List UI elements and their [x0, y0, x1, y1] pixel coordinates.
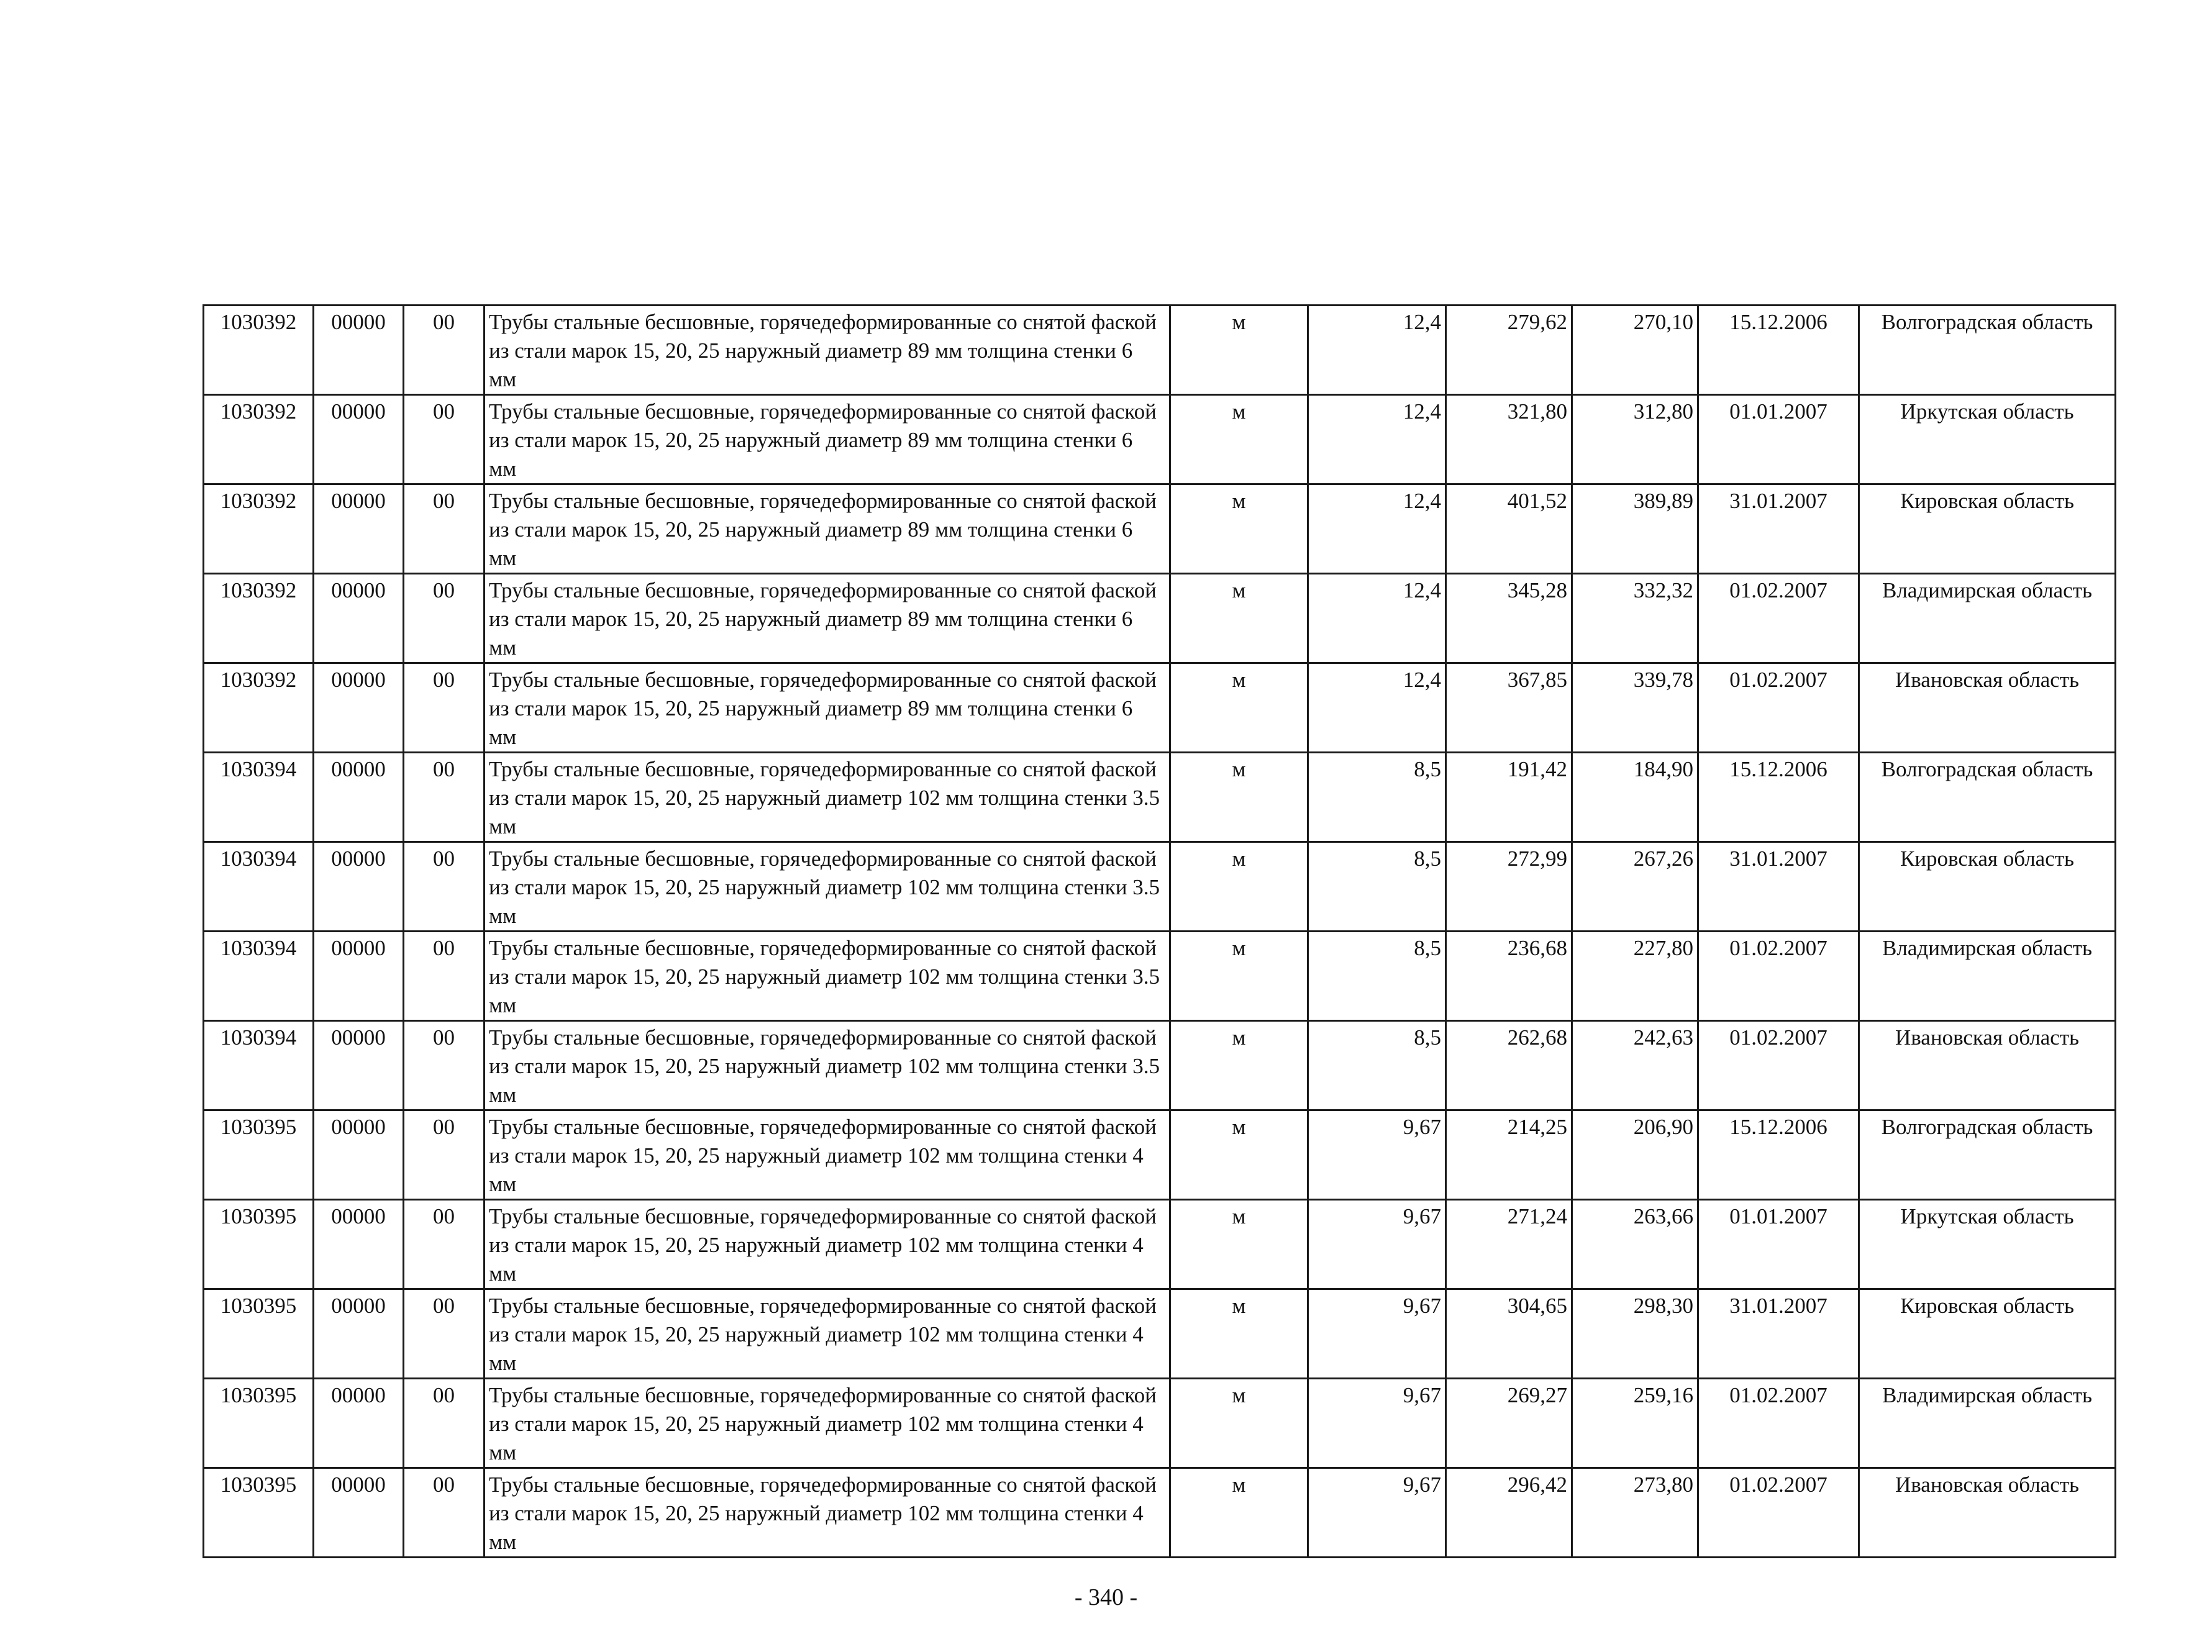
date-cell: 31.01.2007	[1698, 842, 1859, 932]
unit-cell: м	[1170, 932, 1308, 1021]
weight-cell: 12,4	[1308, 395, 1446, 484]
unit-cell: м	[1170, 395, 1308, 484]
item-code-cell: 1030394	[204, 932, 314, 1021]
price-cell: 332,32	[1572, 574, 1698, 663]
item-code-cell: 1030395	[204, 1200, 314, 1289]
price-cell: 236,68	[1446, 932, 1572, 1021]
description-cell: Трубы стальные бесшовные, горячедеформированные со снятой фаской из стали марок 15, 20, 25 наружный диаметр 102 мм толщина стенки 4 мм	[485, 1379, 1170, 1468]
description-cell: Трубы стальные бесшовные, горячедеформированные со снятой фаской из стали марок 15, 20, 25 наружный диаметр 89 мм толщина стенки 6 мм	[485, 574, 1170, 663]
price-cell: 298,30	[1572, 1289, 1698, 1379]
weight-cell: 12,4	[1308, 306, 1446, 395]
price-cell: 401,52	[1446, 484, 1572, 574]
sub-code-cell: 00000	[314, 932, 404, 1021]
variant-code-cell: 00	[404, 395, 485, 484]
weight-cell: 8,5	[1308, 1021, 1446, 1110]
unit-cell: м	[1170, 1379, 1308, 1468]
item-code-cell: 1030395	[204, 1289, 314, 1379]
sub-code-cell: 00000	[314, 1289, 404, 1379]
variant-code-cell: 00	[404, 1110, 485, 1200]
date-cell: 01.02.2007	[1698, 932, 1859, 1021]
variant-code-cell: 00	[404, 1021, 485, 1110]
unit-cell: м	[1170, 484, 1308, 574]
price-cell: 272,99	[1446, 842, 1572, 932]
date-cell: 01.02.2007	[1698, 1379, 1859, 1468]
price-cell: 279,62	[1446, 306, 1572, 395]
weight-cell: 12,4	[1308, 574, 1446, 663]
item-code-cell: 1030394	[204, 842, 314, 932]
item-code-cell: 1030392	[204, 574, 314, 663]
unit-cell: м	[1170, 842, 1308, 932]
table-row	[204, 753, 2116, 842]
variant-code-cell: 00	[404, 306, 485, 395]
date-cell: 31.01.2007	[1698, 1289, 1859, 1379]
variant-code-cell: 00	[404, 1379, 485, 1468]
price-cell: 367,85	[1446, 663, 1572, 753]
sub-code-cell: 00000	[314, 842, 404, 932]
region-cell: Волгоградская область	[1859, 306, 2116, 395]
item-code-cell: 1030395	[204, 1379, 314, 1468]
price-cell: 259,16	[1572, 1379, 1698, 1468]
sub-code-cell: 00000	[314, 395, 404, 484]
unit-cell: м	[1170, 1021, 1308, 1110]
region-cell: Владимирская область	[1859, 574, 2116, 663]
item-code-cell: 1030395	[204, 1468, 314, 1558]
weight-cell: 8,5	[1308, 932, 1446, 1021]
price-cell: 271,24	[1446, 1200, 1572, 1289]
date-cell: 01.02.2007	[1698, 663, 1859, 753]
item-code-cell: 1030394	[204, 1021, 314, 1110]
description-cell: Трубы стальные бесшовные, горячедеформированные со снятой фаской из стали марок 15, 20, 25 наружный диаметр 89 мм толщина стенки 6 мм	[485, 484, 1170, 574]
unit-cell: м	[1170, 753, 1308, 842]
price-cell: 267,26	[1572, 842, 1698, 932]
sub-code-cell: 00000	[314, 753, 404, 842]
price-table	[203, 304, 2116, 1558]
price-cell: 273,80	[1572, 1468, 1698, 1558]
price-cell: 206,90	[1572, 1110, 1698, 1200]
variant-code-cell: 00	[404, 574, 485, 663]
description-cell: Трубы стальные бесшовные, горячедеформированные со снятой фаской из стали марок 15, 20, 25 наружный диаметр 89 мм толщина стенки 6 мм	[485, 306, 1170, 395]
region-cell: Кировская область	[1859, 1289, 2116, 1379]
price-cell: 214,25	[1446, 1110, 1572, 1200]
variant-code-cell: 00	[404, 1289, 485, 1379]
weight-cell: 8,5	[1308, 753, 1446, 842]
unit-cell: м	[1170, 1200, 1308, 1289]
variant-code-cell: 00	[404, 1468, 485, 1558]
region-cell: Волгоградская область	[1859, 753, 2116, 842]
weight-cell: 12,4	[1308, 484, 1446, 574]
date-cell: 15.12.2006	[1698, 753, 1859, 842]
description-cell: Трубы стальные бесшовные, горячедеформированные со снятой фаской из стали марок 15, 20, 25 наружный диаметр 102 мм толщина стенки 4 мм	[485, 1289, 1170, 1379]
date-cell: 01.01.2007	[1698, 395, 1859, 484]
price-cell: 270,10	[1572, 306, 1698, 395]
price-cell: 321,80	[1446, 395, 1572, 484]
weight-cell: 9,67	[1308, 1468, 1446, 1558]
weight-cell: 9,67	[1308, 1110, 1446, 1200]
sub-code-cell: 00000	[314, 484, 404, 574]
description-cell: Трубы стальные бесшовные, горячедеформированные со снятой фаской из стали марок 15, 20, 25 наружный диаметр 102 мм толщина стенки 4 мм	[485, 1110, 1170, 1200]
weight-cell: 9,67	[1308, 1379, 1446, 1468]
price-cell: 262,68	[1446, 1021, 1572, 1110]
description-cell: Трубы стальные бесшовные, горячедеформированные со снятой фаской из стали марок 15, 20, 25 наружный диаметр 102 мм толщина стенки 3.5 мм	[485, 753, 1170, 842]
table-row	[204, 932, 2116, 1021]
item-code-cell: 1030392	[204, 484, 314, 574]
description-cell: Трубы стальные бесшовные, горячедеформированные со снятой фаской из стали марок 15, 20, 25 наружный диаметр 89 мм толщина стенки 6 мм	[485, 663, 1170, 753]
sub-code-cell: 00000	[314, 663, 404, 753]
item-code-cell: 1030392	[204, 306, 314, 395]
price-cell: 345,28	[1446, 574, 1572, 663]
table-row	[204, 1021, 2116, 1110]
unit-cell: м	[1170, 1110, 1308, 1200]
date-cell: 01.01.2007	[1698, 1200, 1859, 1289]
variant-code-cell: 00	[404, 842, 485, 932]
date-cell: 31.01.2007	[1698, 484, 1859, 574]
table-row	[204, 1200, 2116, 1289]
sub-code-cell: 00000	[314, 1379, 404, 1468]
region-cell: Иркутская область	[1859, 1200, 2116, 1289]
region-cell: Владимирская область	[1859, 1379, 2116, 1468]
description-cell: Трубы стальные бесшовные, горячедеформированные со снятой фаской из стали марок 15, 20, 25 наружный диаметр 89 мм толщина стенки 6 мм	[485, 395, 1170, 484]
table-body	[204, 306, 2116, 1558]
region-cell: Волгоградская область	[1859, 1110, 2116, 1200]
date-cell: 15.12.2006	[1698, 1110, 1859, 1200]
description-cell: Трубы стальные бесшовные, горячедеформированные со снятой фаской из стали марок 15, 20, 25 наружный диаметр 102 мм толщина стенки 4 мм	[485, 1200, 1170, 1289]
region-cell: Владимирская область	[1859, 932, 2116, 1021]
price-cell: 184,90	[1572, 753, 1698, 842]
item-code-cell: 1030395	[204, 1110, 314, 1200]
description-cell: Трубы стальные бесшовные, горячедеформированные со снятой фаской из стали марок 15, 20, 25 наружный диаметр 102 мм толщина стенки 3.5 мм	[485, 932, 1170, 1021]
unit-cell: м	[1170, 574, 1308, 663]
price-cell: 269,27	[1446, 1379, 1572, 1468]
table-row	[204, 1110, 2116, 1200]
date-cell: 15.12.2006	[1698, 306, 1859, 395]
region-cell: Ивановская область	[1859, 663, 2116, 753]
table-row	[204, 842, 2116, 932]
region-cell: Кировская область	[1859, 842, 2116, 932]
sub-code-cell: 00000	[314, 306, 404, 395]
region-cell: Кировская область	[1859, 484, 2116, 574]
description-cell: Трубы стальные бесшовные, горячедеформированные со снятой фаской из стали марок 15, 20, 25 наружный диаметр 102 мм толщина стенки 4 мм	[485, 1468, 1170, 1558]
sub-code-cell: 00000	[314, 1200, 404, 1289]
table-row	[204, 306, 2116, 395]
weight-cell: 9,67	[1308, 1289, 1446, 1379]
table-row	[204, 395, 2116, 484]
date-cell: 01.02.2007	[1698, 574, 1859, 663]
table-row	[204, 1468, 2116, 1558]
table-row	[204, 1379, 2116, 1468]
description-cell: Трубы стальные бесшовные, горячедеформированные со снятой фаской из стали марок 15, 20, 25 наружный диаметр 102 мм толщина стенки 3.5 мм	[485, 1021, 1170, 1110]
variant-code-cell: 00	[404, 484, 485, 574]
price-cell: 242,63	[1572, 1021, 1698, 1110]
region-cell: Ивановская область	[1859, 1021, 2116, 1110]
price-cell: 263,66	[1572, 1200, 1698, 1289]
item-code-cell: 1030392	[204, 395, 314, 484]
table-row	[204, 574, 2116, 663]
unit-cell: м	[1170, 663, 1308, 753]
price-cell: 191,42	[1446, 753, 1572, 842]
sub-code-cell: 00000	[314, 1110, 404, 1200]
variant-code-cell: 00	[404, 663, 485, 753]
region-cell: Иркутская область	[1859, 395, 2116, 484]
unit-cell: м	[1170, 306, 1308, 395]
region-cell: Ивановская область	[1859, 1468, 2116, 1558]
date-cell: 01.02.2007	[1698, 1468, 1859, 1558]
weight-cell: 9,67	[1308, 1200, 1446, 1289]
variant-code-cell: 00	[404, 932, 485, 1021]
variant-code-cell: 00	[404, 753, 485, 842]
unit-cell: м	[1170, 1289, 1308, 1379]
variant-code-cell: 00	[404, 1200, 485, 1289]
price-cell: 227,80	[1572, 932, 1698, 1021]
page-number: - 340 -	[1074, 1584, 1138, 1610]
weight-cell: 12,4	[1308, 663, 1446, 753]
sub-code-cell: 00000	[314, 1021, 404, 1110]
table-row	[204, 1289, 2116, 1379]
item-code-cell: 1030394	[204, 753, 314, 842]
table-row	[204, 484, 2116, 574]
sub-code-cell: 00000	[314, 574, 404, 663]
price-cell: 339,78	[1572, 663, 1698, 753]
unit-cell: м	[1170, 1468, 1308, 1558]
price-cell: 304,65	[1446, 1289, 1572, 1379]
description-cell: Трубы стальные бесшовные, горячедеформированные со снятой фаской из стали марок 15, 20, 25 наружный диаметр 102 мм толщина стенки 3.5 мм	[485, 842, 1170, 932]
price-cell: 312,80	[1572, 395, 1698, 484]
sub-code-cell: 00000	[314, 1468, 404, 1558]
weight-cell: 8,5	[1308, 842, 1446, 932]
price-cell: 296,42	[1446, 1468, 1572, 1558]
item-code-cell: 1030392	[204, 663, 314, 753]
date-cell: 01.02.2007	[1698, 1021, 1859, 1110]
table-row	[204, 663, 2116, 753]
price-cell: 389,89	[1572, 484, 1698, 574]
